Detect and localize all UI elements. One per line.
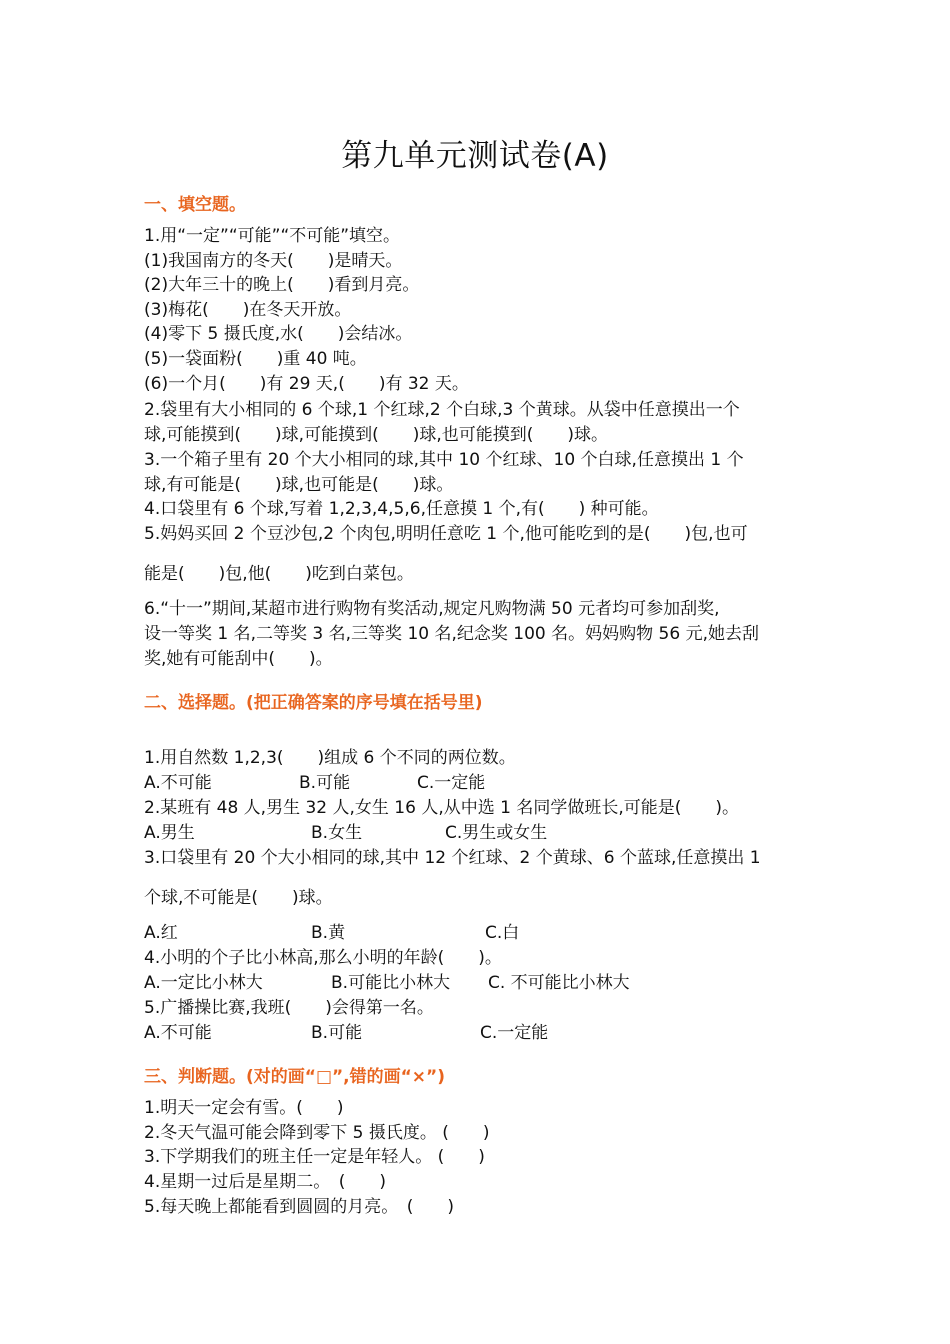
- question-line: 个球,不可能是( )球。: [144, 888, 333, 908]
- question-line: 球,有可能是( )球,也可能是( )球。: [144, 475, 454, 495]
- question-line: 2.冬天气温可能会降到零下 5 摄氏度。 ( ): [144, 1123, 490, 1143]
- question-line: 5.妈妈买回 2 个豆沙包,2 个肉包,明明任意吃 1 个,他可能吃到的是( )包,也可: [144, 524, 748, 544]
- question-line: 2.袋里有大小相同的 6 个球,1 个红球,2 个白球,3 个黄球。从袋中任意摸出一个: [144, 400, 740, 420]
- question-line: 球,可能摸到( )球,可能摸到( )球,也可能摸到( )球。: [144, 425, 609, 445]
- question-line: 能是( )包,他( )吃到白菜包。: [144, 564, 414, 584]
- section-heading-multiple-choice: 二、选择题。(把正确答案的序号填在括号里): [144, 693, 483, 713]
- option-a: A.男生: [144, 823, 195, 843]
- option-c: C.一定能: [417, 773, 486, 793]
- question-line: 1.用“一定”“可能”“不可能”填空。: [144, 226, 401, 246]
- option-b: B.女生: [311, 823, 363, 843]
- question-line: 奖,她有可能刮中( )。: [144, 649, 333, 669]
- question-line: (1)我国南方的冬天( )是晴天。: [144, 251, 403, 271]
- question-line: 6.“十一”期间,某超市进行购物有奖活动,规定凡购物满 50 元者均可参加刮奖,: [144, 599, 720, 619]
- option-b: B.可能比小林大: [331, 973, 451, 993]
- question-line: 5.广播操比赛,我班( )会得第一名。: [144, 998, 434, 1018]
- option-a: A.一定比小林大: [144, 973, 263, 993]
- question-line: 3.一个箱子里有 20 个大小相同的球,其中 10 个红球、10 个白球,任意摸出 1 个: [144, 450, 744, 470]
- question-line: 1.明天一定会有雪。( ): [144, 1098, 344, 1118]
- question-line: 设一等奖 1 名,二等奖 3 名,三等奖 10 名,纪念奖 100 名。妈妈购物 56 元,她去刮: [144, 624, 759, 644]
- question-line: 5.每天晚上都能看到圆圆的月亮。 ( ): [144, 1197, 454, 1217]
- question-line: (3)梅花( )在冬天开放。: [144, 300, 352, 320]
- question-line: (5)一袋面粉( )重 40 吨。: [144, 349, 367, 369]
- question-line: (2)大年三十的晚上( )看到月亮。: [144, 275, 420, 295]
- question-line: 4.小明的个子比小林高,那么小明的年龄( )。: [144, 948, 502, 968]
- page-title: 第九单元测试卷(A): [341, 138, 609, 174]
- option-a: A.红: [144, 923, 178, 943]
- option-a: A.不可能: [144, 1023, 212, 1043]
- option-c: C.男生或女生: [445, 823, 548, 843]
- question-line: 2.某班有 48 人,男生 32 人,女生 16 人,从中选 1 名同学做班长,可能是( )。: [144, 798, 740, 818]
- question-line: 3.下学期我们的班主任一定是年轻人。 ( ): [144, 1147, 485, 1167]
- section-heading-true-false: 三、判断题。(对的画“□”,错的画“×”): [144, 1067, 445, 1087]
- option-b: B.可能: [311, 1023, 363, 1043]
- option-b: B.黄: [311, 923, 346, 943]
- question-line: (4)零下 5 摄氏度,水( )会结冰。: [144, 324, 413, 344]
- option-c: C.一定能: [480, 1023, 549, 1043]
- option-c: C. 不可能比小林大: [488, 973, 630, 993]
- section-heading-fill-blank: 一、填空题。: [144, 195, 246, 215]
- question-line: 3.口袋里有 20 个大小相同的球,其中 12 个红球、2 个黄球、6 个蓝球,任意摸出 1: [144, 848, 761, 868]
- question-line: (6)一个月( )有 29 天,( )有 32 天。: [144, 374, 469, 394]
- question-line: 4.星期一过后是星期二。 ( ): [144, 1172, 386, 1192]
- question-line: 4.口袋里有 6 个球,写着 1,2,3,4,5,6,任意摸 1 个,有( ) 种可能。: [144, 499, 659, 519]
- option-a: A.不可能: [144, 773, 212, 793]
- question-line: 1.用自然数 1,2,3( )组成 6 个不同的两位数。: [144, 748, 516, 768]
- option-c: C.白: [485, 923, 520, 943]
- option-b: B.可能: [299, 773, 351, 793]
